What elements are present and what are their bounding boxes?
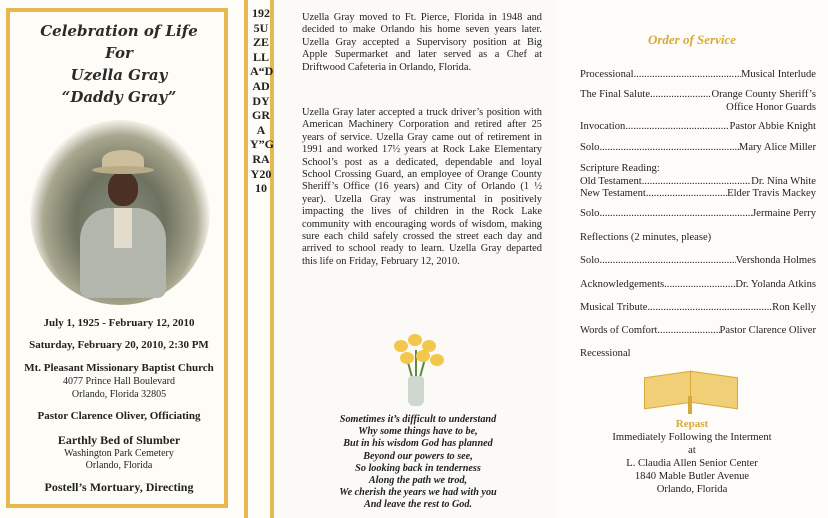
service-item-musical-tribute bbox=[580, 302, 816, 315]
service-item-words-of-comfort bbox=[580, 325, 816, 338]
poem-line: But in his wisdom God has planned bbox=[343, 438, 493, 450]
open-bible-illustration bbox=[644, 368, 736, 412]
church-name: Mt. Pleasant Missionary Baptist Church bbox=[24, 362, 214, 374]
cemetery-location: Orlando, Florida bbox=[85, 460, 153, 471]
service-item-label: Musical Tribute bbox=[580, 302, 648, 313]
spine-border-left bbox=[244, 0, 248, 518]
life-dates: July 1, 1925 - February 12, 2010 bbox=[43, 317, 195, 329]
service-item-value: Dr. Yolanda Atkins bbox=[735, 279, 816, 290]
service-item-reflections bbox=[580, 232, 816, 245]
service-item-solo-2 bbox=[580, 208, 816, 221]
church-address-line1: 4077 Prince Hall Boulevard bbox=[63, 376, 175, 387]
repast-line2: at bbox=[688, 445, 696, 456]
cover-title-line2: For bbox=[105, 44, 133, 62]
service-item-label: Scripture Reading: bbox=[580, 163, 660, 174]
service-datetime: Saturday, February 20, 2010, 2:30 PM bbox=[29, 339, 209, 351]
service-item-final-salute bbox=[580, 89, 816, 114]
repast-title: Repast bbox=[675, 418, 709, 430]
service-item-value: Musical Interlude bbox=[740, 69, 816, 80]
service-item-acknowledgements bbox=[580, 279, 816, 292]
poem-line: Why some things have to be, bbox=[358, 426, 478, 438]
service-item-value: Pastor Clarence Oliver bbox=[719, 325, 816, 336]
poem-line: We cherish the years we had with you bbox=[339, 487, 497, 499]
burial-heading: Earthly Bed of Slumber bbox=[57, 433, 181, 447]
service-item-scripture bbox=[580, 163, 816, 201]
poem-line: And leave the rest to God. bbox=[363, 499, 473, 511]
service-item-value: Vershonda Holmes bbox=[735, 255, 816, 266]
obituary-paragraph-2: Uzella Gray later accepted a truck driver’s position with American Machinery Corporation and retired after 25 years of service. Uzella Gray came out of retirement in 1991 and worked 17½ years at Rock Lake Elementary School’s post as a dedicated, dependable and loyal School Crossing Guard, an employee of Orange County Sheriff’s Office (16 years) and City of Orlando (1 ½ year). Uzella Gray was instrumental in positively impacting the lives of children in the Rock Lake community with encouraging words of wisdom, making sure each child safely crossed the street each day and arrived to school ready to learn. Uzella Gray departed this life on Friday, February 12, 2010. bbox=[302, 107, 542, 267]
service-item-label: Processional bbox=[580, 69, 634, 80]
cover-title-line3: Uzella Gray bbox=[70, 66, 168, 84]
service-item-sub-label: New Testament bbox=[580, 188, 646, 199]
service-item-value: Orange County Sheriff’s bbox=[711, 89, 816, 100]
flower-vase-illustration bbox=[380, 330, 450, 410]
service-item-value: Pastor Abbie Knight bbox=[729, 121, 816, 132]
cover-title-line4: “Daddy Gray” bbox=[61, 88, 177, 106]
service-item-value: Jermaine Perry bbox=[752, 208, 816, 219]
spine-panel bbox=[238, 0, 280, 518]
repast-city: Orlando, Florida bbox=[656, 484, 728, 495]
service-item-label: Solo bbox=[580, 255, 600, 266]
service-item-recessional bbox=[580, 348, 816, 361]
order-of-service-panel bbox=[556, 0, 828, 518]
service-item-value: Ron Kelly bbox=[772, 302, 816, 313]
service-item-invocation bbox=[580, 121, 816, 134]
portrait-photo bbox=[30, 120, 210, 305]
service-item-label: The Final Salute bbox=[580, 89, 651, 100]
service-item-label: Acknowledgements bbox=[580, 279, 665, 290]
spine-vertical-text: 1925UZELLA“DADDYGRAY”GRAY2010 bbox=[250, 6, 274, 196]
service-item-label: Solo bbox=[580, 142, 600, 153]
obituary-paragraph-1: Uzella Gray moved to Ft. Pierce, Florida in 1948 and decided to make Orlando his home seven years later. Uzella Gray accepted a Supervisory position at Big Apple Supermarket and later served as a Chef at Driftwood Cafeteria in Orlando, Florida. bbox=[302, 12, 542, 73]
service-item-value-line2: Office Honor Guards bbox=[726, 101, 816, 113]
church-address-line2: Orlando, Florida 32805 bbox=[71, 389, 167, 400]
repast-address: 1840 Mable Butler Avenue bbox=[634, 471, 750, 482]
mortuary-name: Postell’s Mortuary, Directing bbox=[44, 480, 194, 494]
cover-title-line1: Celebration of Life bbox=[40, 22, 198, 40]
service-item-processional bbox=[580, 69, 816, 82]
poem bbox=[290, 414, 546, 512]
order-of-service-title: Order of Service bbox=[647, 32, 737, 47]
poem-line: Sometimes it’s difficult to understand bbox=[339, 414, 497, 425]
service-item-label: Words of Comfort bbox=[580, 325, 658, 336]
service-item-label: Recessional bbox=[580, 348, 631, 359]
obituary-panel bbox=[280, 0, 556, 518]
cover-panel bbox=[0, 0, 238, 518]
poem-line: Along the path we trod, bbox=[368, 475, 468, 487]
service-item-sub-value: Dr. Nina White bbox=[751, 175, 816, 187]
poem-line: Beyond our powers to see, bbox=[363, 450, 473, 462]
service-item-label: Invocation bbox=[580, 121, 626, 132]
service-item-solo-1 bbox=[580, 142, 816, 155]
service-item-sub-label: Old Testament bbox=[580, 175, 642, 187]
repast-venue: L. Claudia Allen Senior Center bbox=[626, 458, 758, 469]
service-item-label: Solo bbox=[580, 208, 600, 219]
service-item-sub-value: Elder Travis Mackey bbox=[727, 188, 816, 199]
officiating-pastor: Pastor Clarence Oliver, Officiating bbox=[37, 410, 201, 422]
poem-line: So looking back in tenderness bbox=[355, 462, 481, 474]
service-item-label: Reflections (2 minutes, please) bbox=[580, 232, 712, 243]
cemetery-name: Washington Park Cemetery bbox=[64, 448, 174, 459]
repast-line1: Immediately Following the Interment bbox=[612, 432, 772, 443]
service-item-value: Mary Alice Miller bbox=[738, 142, 816, 153]
service-item-solo-3 bbox=[580, 255, 816, 268]
